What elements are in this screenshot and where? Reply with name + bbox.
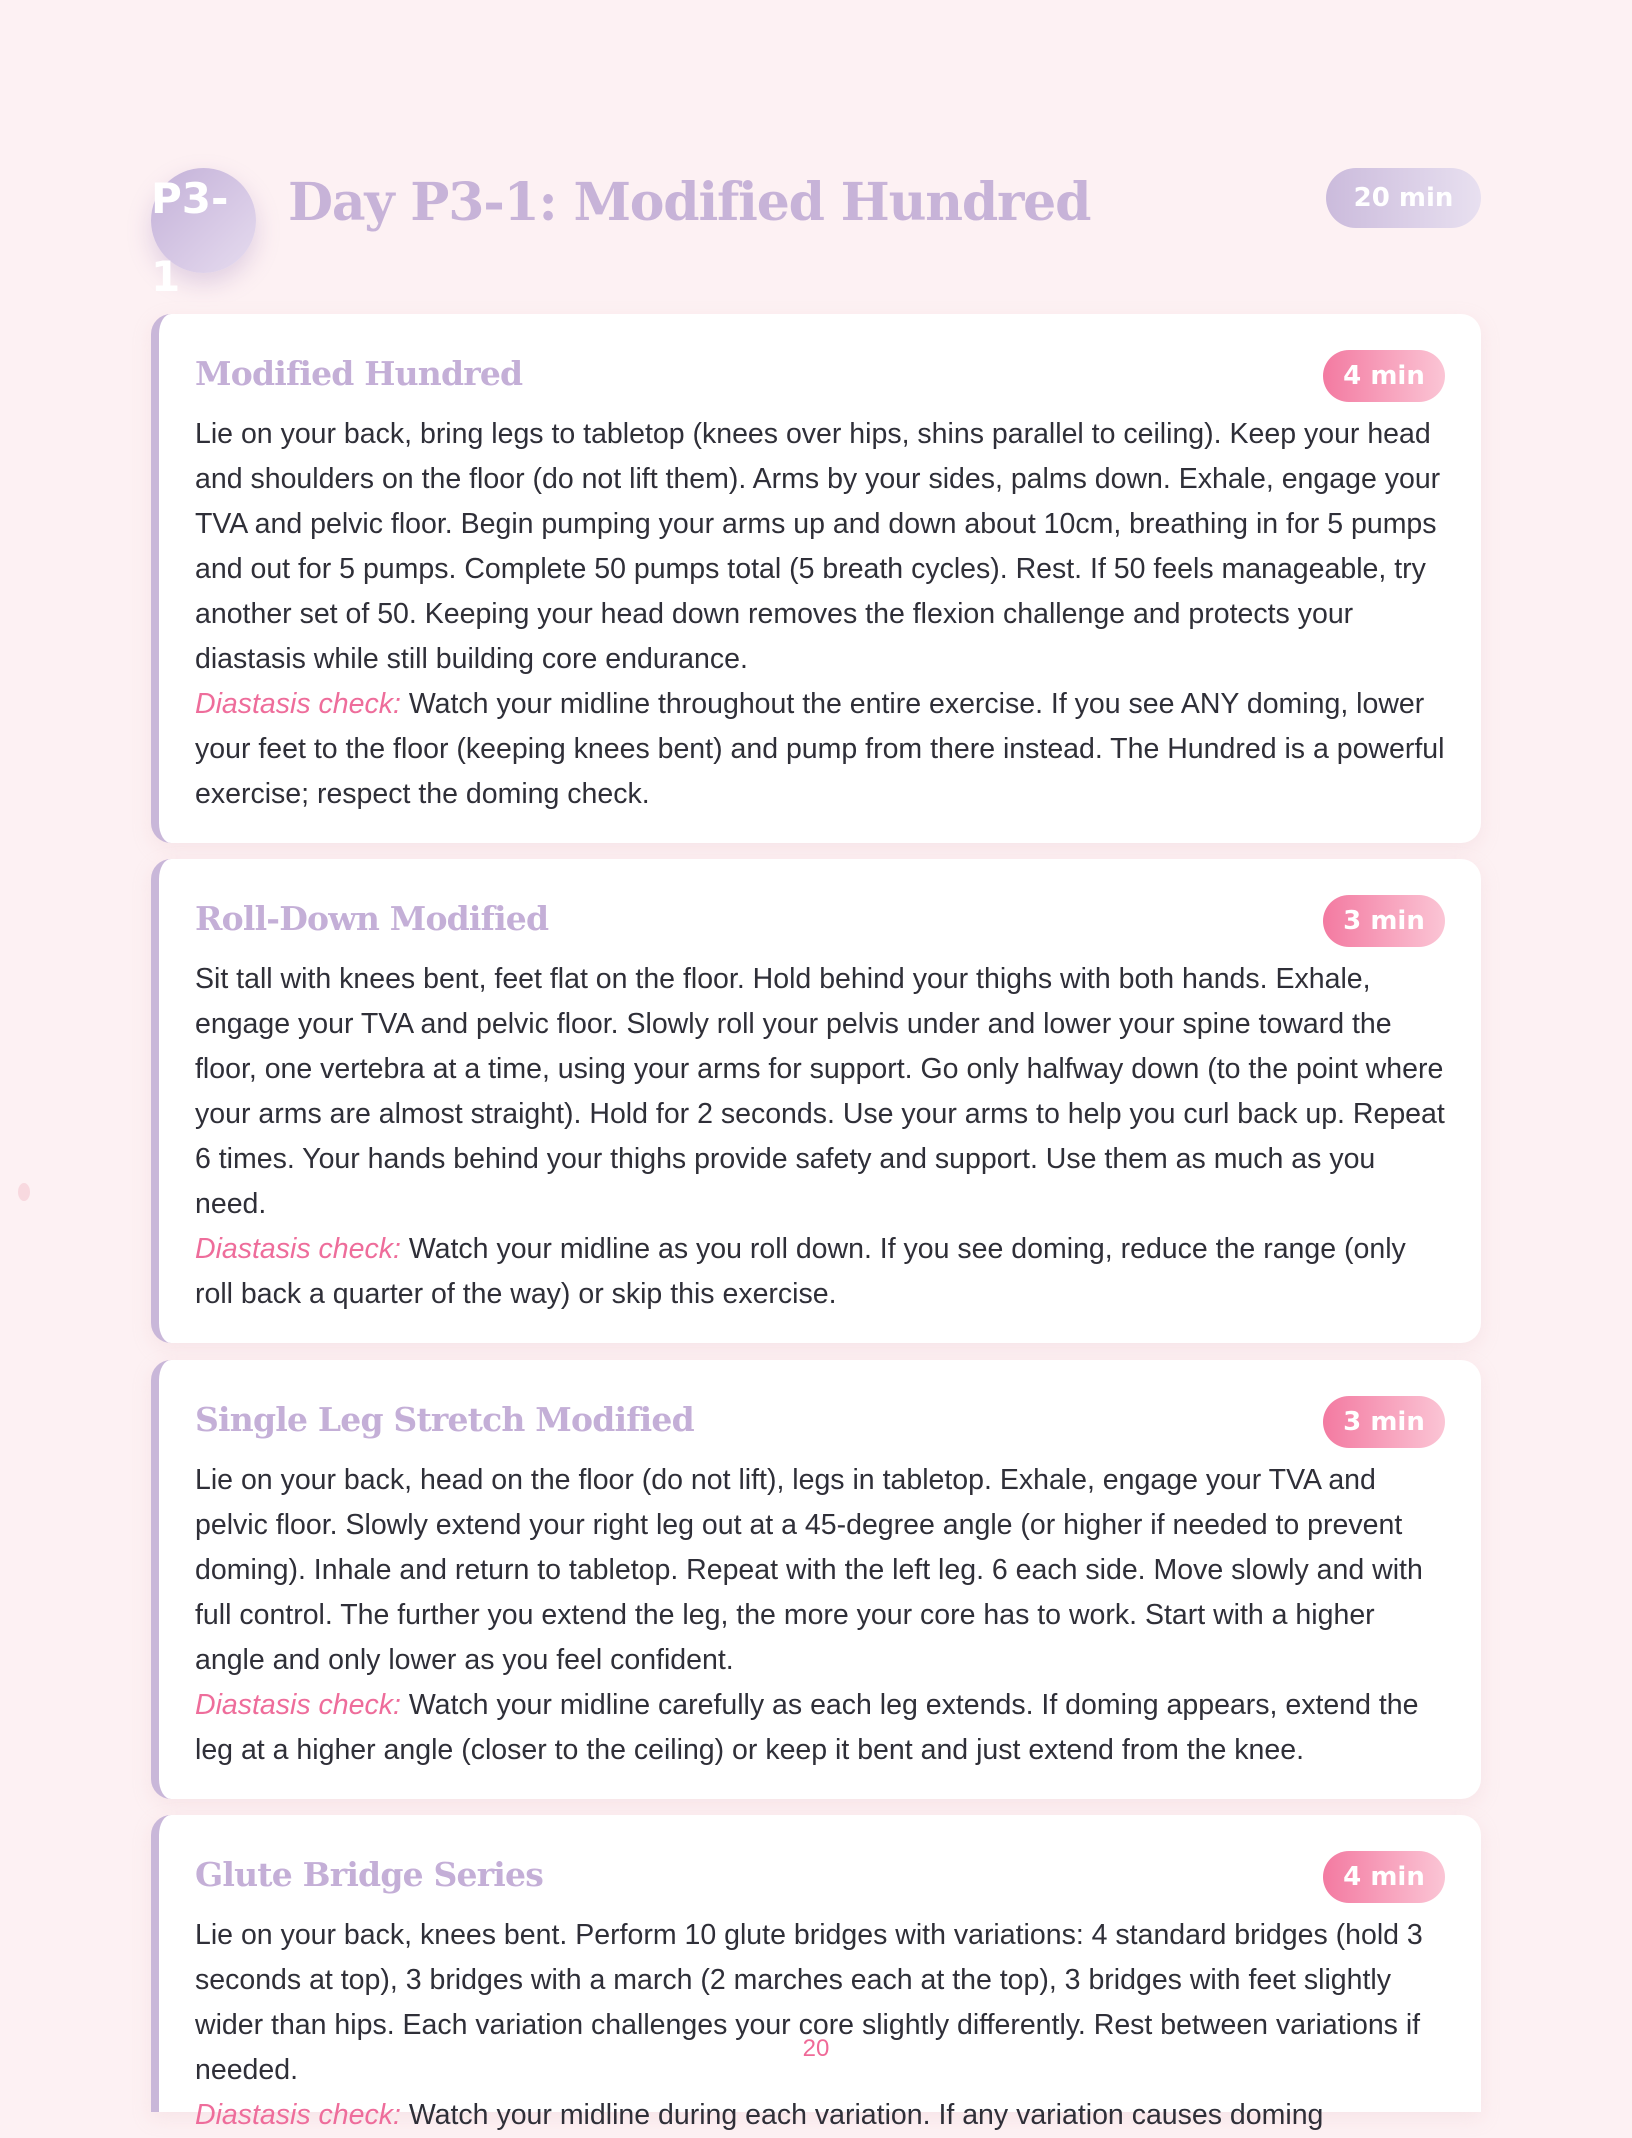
exercise-duration-badge: 4 min — [1323, 1851, 1445, 1903]
diastasis-check — [195, 2093, 1445, 2138]
exercise-description: Lie on your back, head on the floor (do not lift), legs in tabletop. Exhale, engage your TVA and pelvic floor. Slowly extend your right leg out at a 45-degree angle (or higher if needed to prevent doming). Inhale and return to tabletop. Repeat with the left leg. 6 each side. Move slowly and with full control. The further you extend the leg, the more your core has to work. Start with a higher angle and only lower as you feel confident. — [195, 1464, 1423, 1676]
exercise-duration-badge: 4 min — [1323, 350, 1445, 402]
total-duration-badge: 20 min — [1326, 168, 1481, 228]
exercise-card — [151, 314, 1481, 843]
exercise-card-header — [195, 1388, 1445, 1448]
exercise-title: Roll-Down Modified — [195, 899, 549, 938]
exercise-duration-badge: 3 min — [1323, 1396, 1445, 1448]
diastasis-check — [195, 682, 1445, 817]
diastasis-check-text: Watch your midline as you roll down. If you see doming, reduce the range (only roll back a quarter of the way) or skip this exercise. — [195, 1233, 1406, 1310]
exercise-title: Glute Bridge Series — [195, 1855, 544, 1894]
exercise-card — [151, 1815, 1481, 2131]
day-badge-circle — [151, 168, 256, 301]
diastasis-check-label: Diastasis check: — [195, 688, 401, 720]
decorative-dot — [18, 1183, 30, 1201]
exercise-card — [151, 859, 1481, 1343]
exercise-description: Lie on your back, knees bent. Perform 10 glute bridges with variations: 4 standard bridges (hold 3 seconds at top), 3 bridges with a march (2 marches each at the top), 3 bridges with feet slightly wider than hips. Each variation challenges your core slightly differently. Rest between variations if needed. — [195, 1919, 1423, 2086]
page-number: 20 — [802, 2035, 830, 2062]
diastasis-check-label: Diastasis check: — [195, 2099, 401, 2131]
diastasis-check-text: Watch your midline carefully as each leg extends. If doming appears, extend the leg at a higher angle (closer to the ceiling) or keep it bent and just extend from the knee. — [195, 1689, 1419, 1766]
day-badge-label: P3-1 — [151, 174, 229, 301]
page-title: Day P3-1: Modified Hundred — [288, 172, 1091, 233]
exercise-title: Single Leg Stretch Modified — [195, 1400, 694, 1439]
day-header — [151, 150, 1481, 301]
diastasis-check — [195, 1683, 1445, 1773]
exercise-card-header — [195, 1843, 1445, 1903]
exercise-title: Modified Hundred — [195, 354, 523, 393]
exercise-description: Sit tall with knees bent, feet flat on the floor. Hold behind your thighs with both hands. Exhale, engage your TVA and pelvic floor. Slowly roll your pelvis under and lower your spine toward the floor, one vertebra at a time, using your arms for support. Go only halfway down (to the point where your arms are almost straight). Hold for 2 seconds. Use your arms to help you curl back up. Repeat 6 times. Your hands behind your thighs provide safety and support. Use them as much as you need. — [195, 963, 1445, 1220]
exercise-description: Lie on your back, bring legs to tabletop (knees over hips, shins parallel to ceiling). Keep your head and shoulders on the floor (do not lift them). Arms by your sides, palms down. Exhale, engage your TVA and pelvic floor. Begin pumping your arms up and down about 10cm, breathing in for 5 pumps and out for 5 pumps. Complete 50 pumps total (5 breath cycles). Rest. If 50 feels manageable, try another set of 50. Keeping your head down removes the flexion challenge and protects your diastasis while still building core endurance. — [195, 418, 1441, 675]
exercise-card-header — [195, 887, 1445, 947]
exercise-card — [151, 1360, 1481, 1799]
exercise-card-header — [195, 342, 1445, 402]
diastasis-check-text: Watch your midline throughout the entire exercise. If you see ANY doming, lower your feet to the floor (keeping knees bent) and pump from there instead. The Hundred is a powerful exercise; respect the doming check. — [195, 688, 1445, 810]
diastasis-check-label: Diastasis check: — [195, 1689, 401, 1721]
diastasis-check-label: Diastasis check: — [195, 1233, 401, 1265]
diastasis-check-text: Watch your midline during each variation. If any variation causes doming — [400, 2099, 1324, 2131]
exercise-duration-badge: 3 min — [1323, 895, 1445, 947]
diastasis-check — [195, 1227, 1445, 1317]
